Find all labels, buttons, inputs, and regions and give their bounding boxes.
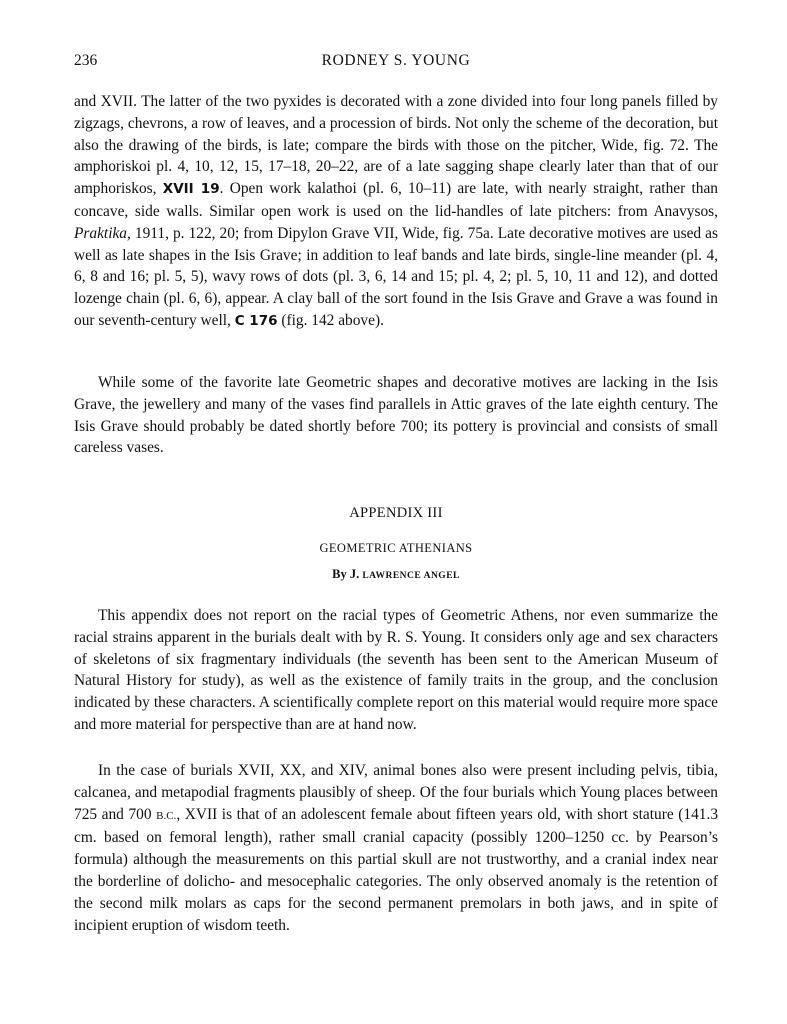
era-abbreviation: B.C. [156,809,177,822]
paragraph-isis-grave-continued [74,91,718,333]
paragraph-text: and XVII. The latter of the two pyxides is decorated with a zone divided into four long panels filled by zigzags, chevrons, a row of leaves, and a procession of birds. Not only the scheme of the decoration, but also the drawing of the birds, is late; compare the birds with those on the pitcher, Wide, fig. 72. The amphoriskoi pl. 4, 10, 12, 15, 17–18, 20–22, are of a late sagging shape clearly later than that of our amphoriskos, [74,93,718,198]
paragraph-burials [74,760,718,936]
page-number: 236 [74,52,98,69]
running-head: RODNEY S. YOUNG [321,52,471,69]
paragraph-text: (fig. 142 above). [277,311,384,329]
paragraph-text: In the case of burials XVII, XX, and XIV, animal bones also were present including pelvis, tibia, calcanea, and metapodial fragments plausibly of sheep. Of the four burials which Young places between 725 and 700 [74,762,718,823]
byline-prefix: By J. [332,567,363,581]
paragraph-text: While some of the favorite late Geometric shapes and decorative motives are lacking in the Isis Grave, the jewellery and many of the vases find parallels in Attic graves of the late eighth century. The Isis Grave should probably be dated shortly before 700; its pottery is provincial and consists of small careless vases. [74,374,718,457]
paragraph-appendix-intro [74,605,718,736]
paragraph-text: This appendix does not report on the racial types of Geometric Athens, nor even summarize the racial strains apparent in the burials dealt with by R. S. Young. It considers only age and sex characters of skeletons of six fragmentary individuals (the seventh has been sent to the American Museum of Natural History for study), as well as the existence of family traits in the group, and the conclusion indicated by these characters. A scientifically complete report on this material would require more space and more material for perspective than are at hand now. [74,607,718,733]
paragraph-isis-grave-dating [74,372,718,459]
catalog-reference: C 176 [234,312,278,329]
catalog-reference: XVII 19 [162,181,220,198]
paragraph-text: . Open work kalathoi (pl. 6, 10–11) are late, with nearly straight, rather than concave, side walls. Similar open work is used on the lid-handles of late pitchers: from Anavysos, [74,180,718,220]
journal-title: Praktika, [74,224,131,242]
paragraph-text: 1911, p. 122, 20; from Dipylon Grave VII, Wide, fig. 75a. Late decorative motives are used as well as late shapes in the Isis Grave; in addition to leaf bands and late birds, single-line meander (pl. 4, 6, 8 and 16; pl. 5, 5), wavy rows of dots (pl. 3, 6, 14 and 15; pl. 4, 2; pl. 5, 10, 11 and 12), and dotted lozenge chain (pl. 6, 6), appear. A clay ball of the sort found in the Isis Grave and Grave a was found in our seventh-century well, [74,224,718,329]
author-name: LAWRENCE ANGEL [362,571,460,581]
author-byline [74,567,718,582]
appendix-title: APPENDIX III [349,505,443,521]
page-header [74,52,718,76]
appendix-subtitle: GEOMETRIC ATHENIANS [319,541,473,555]
paragraph-text: , XVII is that of an adolescent female about fifteen years old, with short stature (141.3 cm. based on femoral length), rather small cranial capacity (possibly 1200–1250 cc. by Pearson’s formula) although the measurements on this partial skull are not trustworthy, and a cranial index near the borderline of dolicho- and mesocephalic categories. The only observed anomaly is the retention of the second milk molars as caps for the second permanent premolars in both jaws, and in spite of incipient eruption of wisdom teeth. [74,805,719,934]
